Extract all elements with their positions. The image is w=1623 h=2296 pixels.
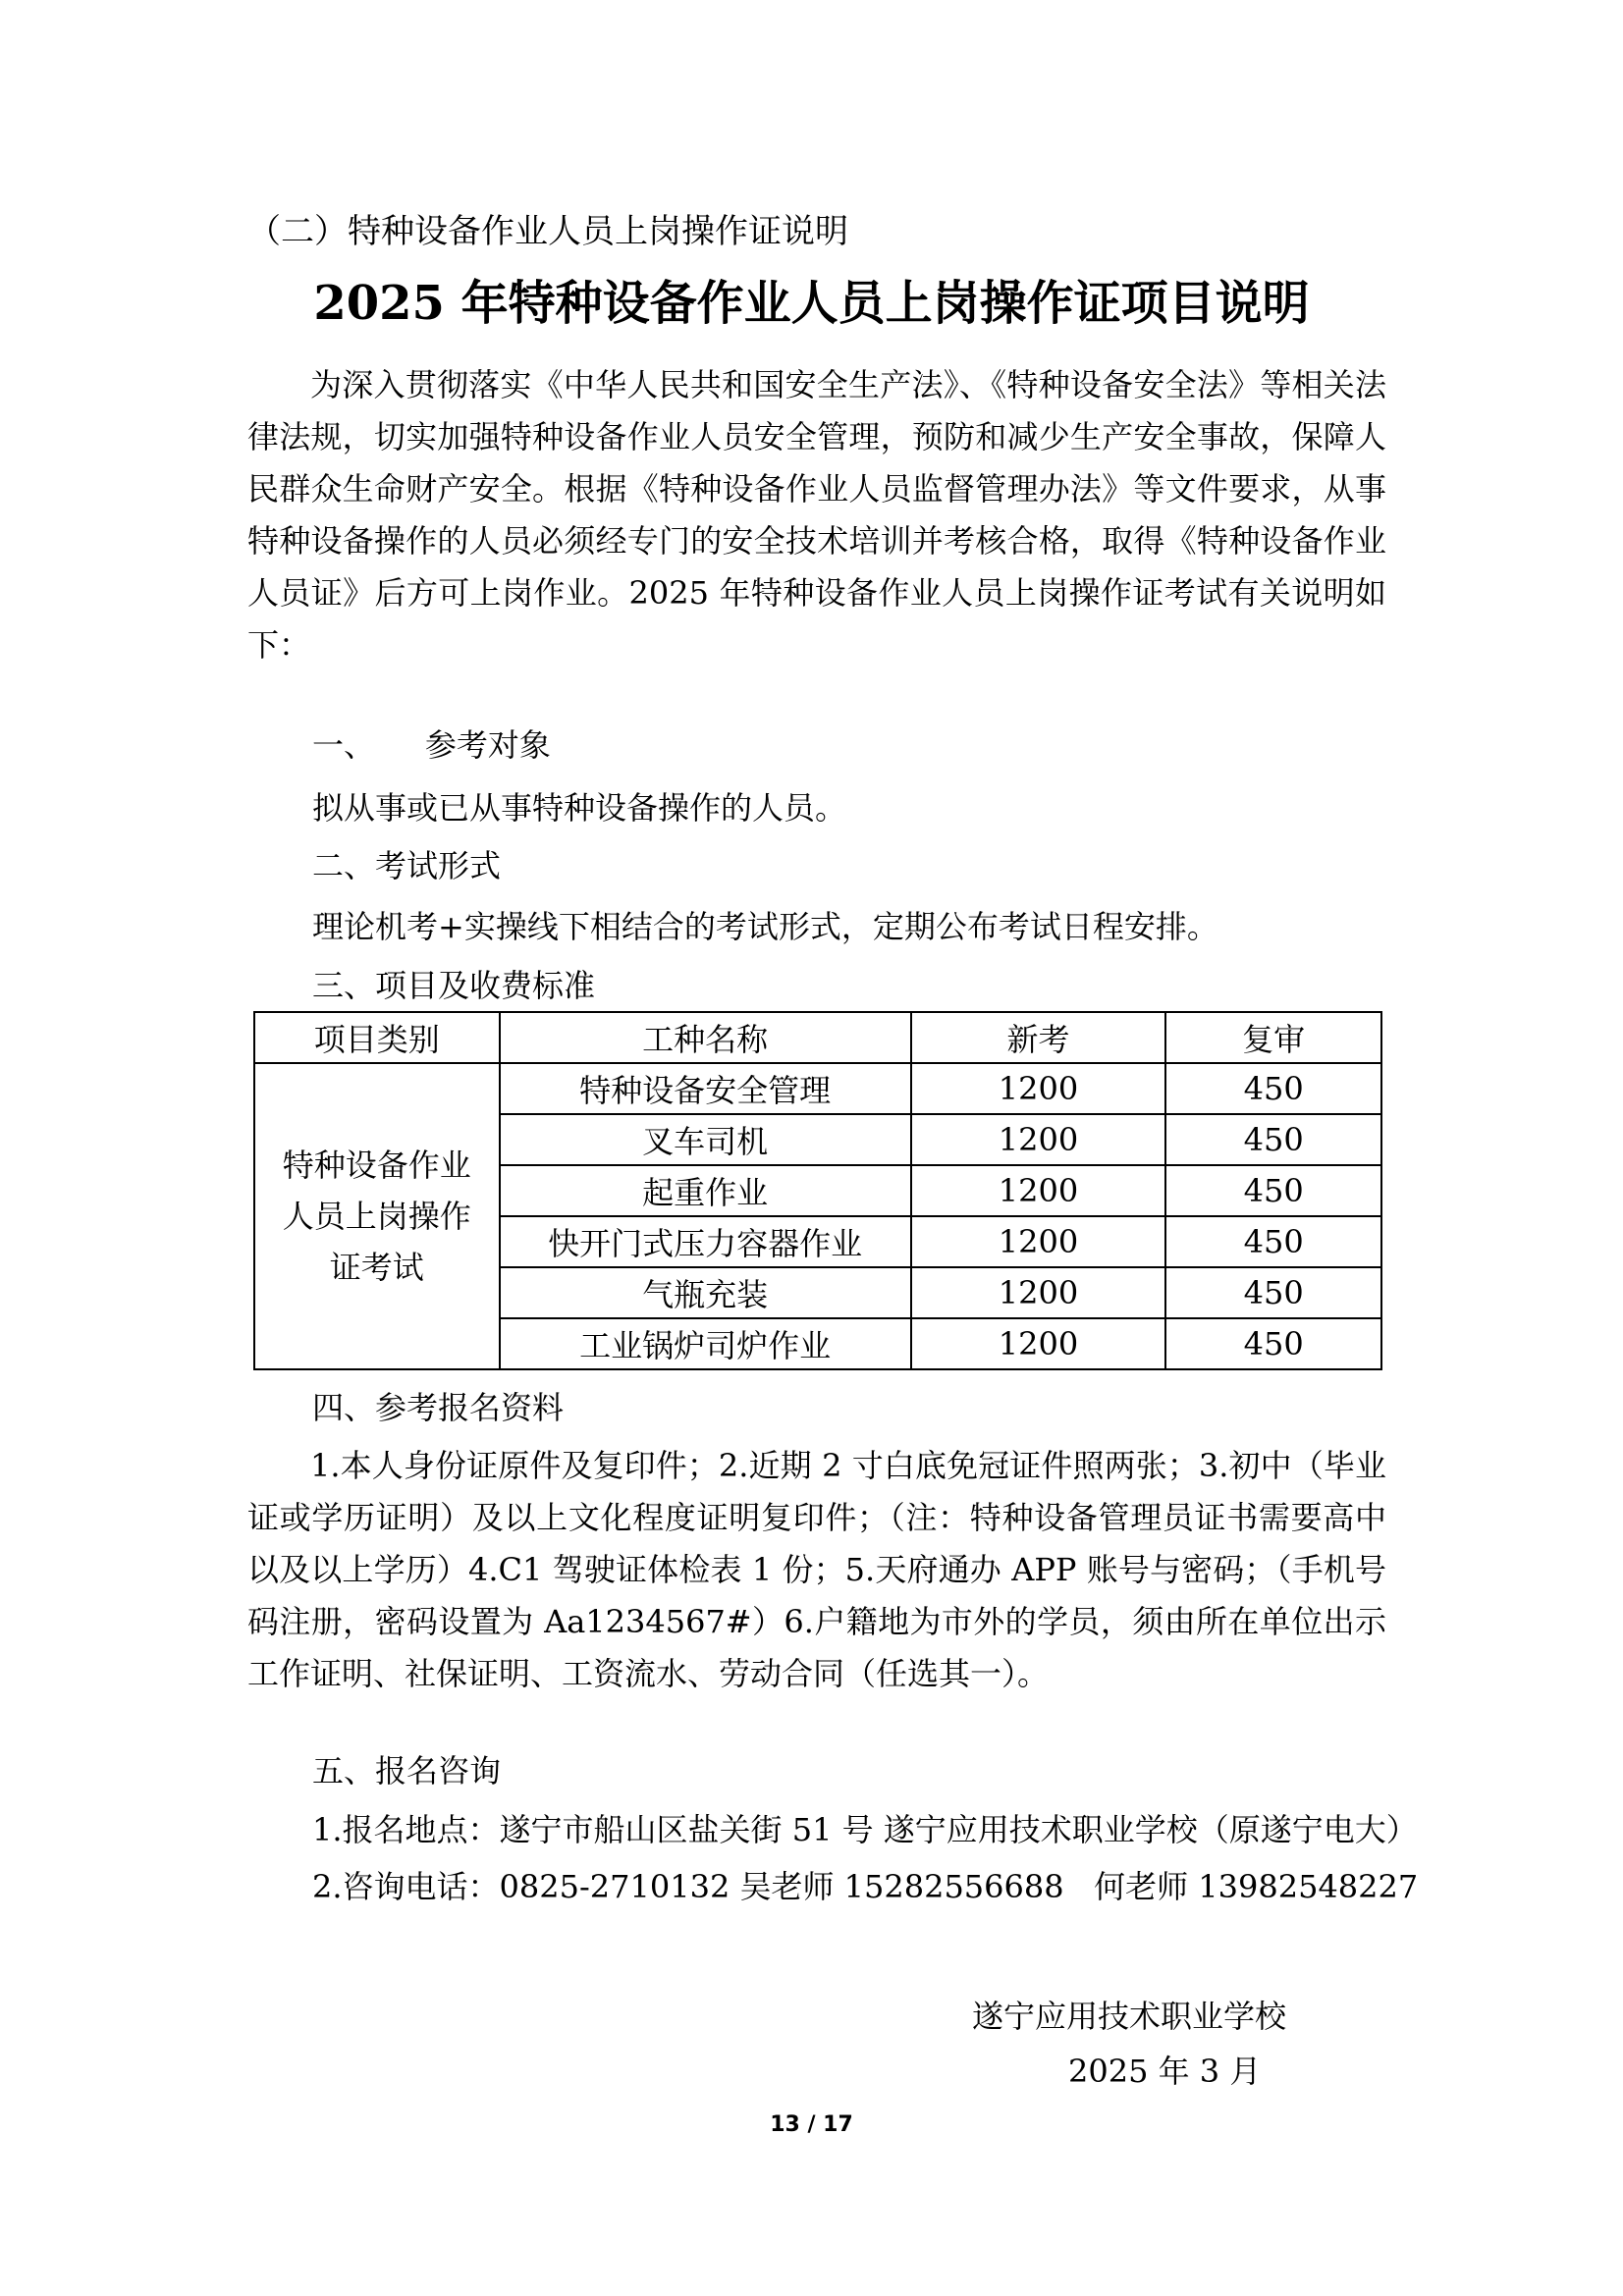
category-line: 证考试 [329, 1249, 424, 1286]
section-2-body: 理论机考+实操线下相结合的考试形式，定期公布考试日程安排。 [312, 908, 1218, 945]
new-exam-fee-cell: 1200 [911, 1114, 1166, 1165]
review-fee-cell: 450 [1165, 1165, 1381, 1216]
section-1-heading: 一、 参考对象 [312, 726, 551, 764]
new-exam-fee-cell: 1200 [911, 1267, 1166, 1318]
contact-phones: 2.咨询电话：0825-2710132 吴老师 15282556688 何老师 13982548227 [312, 1868, 1419, 1905]
category-line: 特种设备作业 [282, 1147, 471, 1184]
review-fee-cell: 450 [1165, 1318, 1381, 1369]
review-fee-cell: 450 [1165, 1216, 1381, 1267]
required-documents: 1.本人身份证原件及复印件；2.近期 2 寸白底免冠证件照两张；3.初中（毕业证或学历证明）及以上文化程度证明复印件；（注：特种设备管理员证书需要高中以及以上学历）4.C1 驾驶证体检表 1 份；5.天府通办 APP 账号与密码；（手机号码注册，密码设置为 Aa1234567#）6.户籍地为市外的学员，须由所在单位出示工作证明、社保证明、工资流水、劳动合同（任选其一）。 [247, 1447, 1386, 1692]
intro-paragraph: 为深入贯彻落实《中华人民共和国安全生产法》、《特种设备安全法》等相关法律法规，切实加强特种设备作业人员安全管理，预防和减少生产安全事故，保障人民群众生命财产安全。根据《特种设备作业人员监督管理办法》等文件要求，从事特种设备操作的人员必须经专门的安全技术培训并考核合格，取得《特种设备作业人员证》后方可上岗作业。2025 年特种设备作业人员上岗操作证考试有关说明如下： [247, 366, 1386, 664]
section-1-body: 拟从事或已从事特种设备操作的人员。 [312, 789, 847, 827]
review-fee-cell: 450 [1165, 1267, 1381, 1318]
job-name-cell: 叉车司机 [500, 1114, 911, 1165]
job-name-cell: 快开门式压力容器作业 [500, 1216, 911, 1267]
fee-table [253, 1011, 1382, 1370]
section-2-heading: 二、考试形式 [312, 847, 502, 884]
header-review: 复审 [1165, 1012, 1381, 1063]
header-category: 项目类别 [254, 1012, 500, 1063]
registration-address: 1.报名地点：遂宁市船山区盐关街 51 号 遂宁应用技术职业学校（原遂宁电大） [312, 1811, 1418, 1848]
category-line: 人员上岗操作 [282, 1198, 471, 1235]
header-job-name: 工种名称 [500, 1012, 911, 1063]
table-row [254, 1063, 1381, 1114]
page-number: 13 / 17 [770, 2112, 853, 2137]
review-fee-cell: 450 [1165, 1063, 1381, 1114]
section-3-heading: 三、项目及收费标准 [312, 967, 596, 1004]
header-new-exam: 新考 [911, 1012, 1166, 1063]
new-exam-fee-cell: 1200 [911, 1318, 1166, 1369]
review-fee-cell: 450 [1165, 1114, 1381, 1165]
new-exam-fee-cell: 1200 [911, 1165, 1166, 1216]
signature-date: 2025 年 3 月 [1068, 2053, 1262, 2090]
section-5-heading: 五、报名咨询 [312, 1752, 502, 1789]
table-header-row [254, 1012, 1381, 1063]
section-heading: （二）特种设备作业人员上岗操作证说明 [247, 212, 848, 251]
category-cell [254, 1063, 500, 1369]
job-name-cell: 工业锅炉司炉作业 [500, 1318, 911, 1369]
signature-school: 遂宁应用技术职业学校 [972, 1998, 1287, 2035]
job-name-cell: 起重作业 [500, 1165, 911, 1216]
new-exam-fee-cell: 1200 [911, 1216, 1166, 1267]
job-name-cell: 气瓶充装 [500, 1267, 911, 1318]
new-exam-fee-cell: 1200 [911, 1063, 1166, 1114]
section-4-heading: 四、参考报名资料 [312, 1389, 565, 1426]
job-name-cell: 特种设备安全管理 [500, 1063, 911, 1114]
document-title: 2025 年特种设备作业人员上岗操作证项目说明 [313, 276, 1310, 331]
